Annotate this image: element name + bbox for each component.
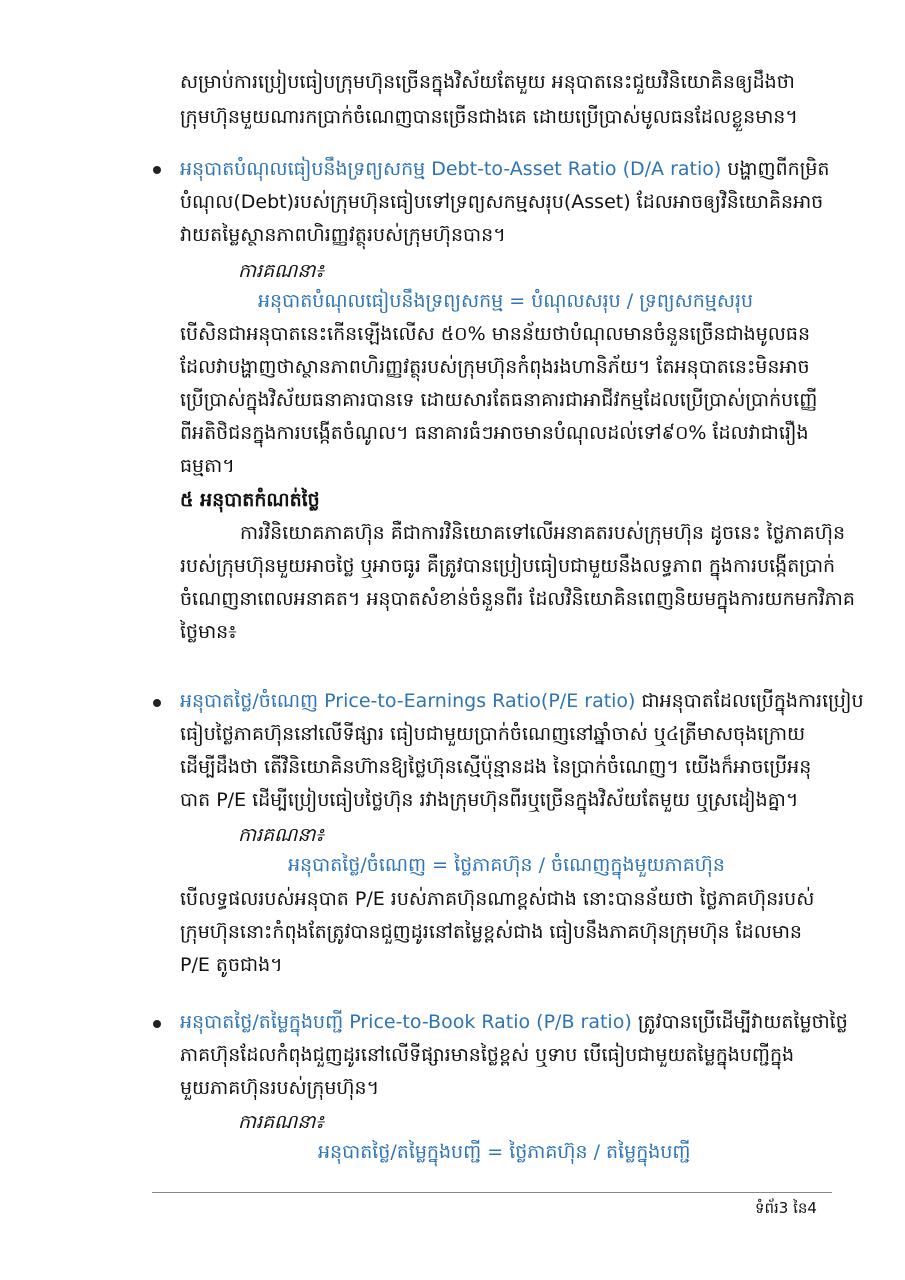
da-line-2: បំណុល(Debt)របស់ក្រុមហ៊ុនធៀបទៅទ្រព្យសកម្មសរុប(Asset) ដែលអាចឲ្យវិនិយោគិនអាច [180,191,824,213]
pb-line1-rest: ត្រូវបានប្រើដើម្បីវាយតម្លៃថាថ្លៃ [637,1011,848,1033]
da-para-line-1: បើសិនជាអនុបាតនេះកើនឡើងលើស ៥០% មានន័យថាបំណុលមានចំនួនច្រើនជាងមូលធន [180,323,811,345]
da-ratio-name: អនុបាតបំណុលធៀបនឹងទ្រព្យសកម្ម Debt-to-Asset Ratio (D/A ratio) [180,158,722,180]
pe-line1-rest: ជាអនុបាតដែលប្រើក្នុងការប្រៀប [641,690,864,712]
pe-formula: អនុបាតថ្លៃ/ចំណេញ = ថ្លៃភាគហ៊ុន / ចំណេញក្នុងមួយភាគហ៊ុន [288,854,725,876]
da-para-line-3: ប្រើប្រាស់ក្នុងវិស័យធនាគារបានទេ ដោយសារតែធនាគារជាអាជីវកម្មដែលប្រើប្រាស់ប្រាក់បញ្ញើ [180,389,818,411]
section5-line-3: ចំណេញនាពេលអនាគត។ អនុបាតសំខាន់ចំនួនពីរ ដែលវិនិយោគិនពេញនិយមក្នុងការយកមកវិភាគ [180,588,855,610]
bullet-pe [153,699,161,707]
pe-ratio-name: អនុបាតថ្លៃ/ចំណេញ Price-to-Earnings Ratio(P/E ratio) [180,690,636,712]
da-first-line [180,157,830,185]
pe-para-line-3: P/E តូចជាង។ [180,954,283,976]
pb-line-3: មួយភាគហ៊ុនរបស់ក្រុមហ៊ុន។ [180,1077,380,1099]
pe-line-4: បាត P/E ដើម្បីប្រៀបធៀបថ្លៃហ៊ុន រវាងក្រុមហ៊ុនពីរឬច្រើនក្នុងវិស័យតែមួយ ឬស្រដៀងគ្នា។ [180,789,799,811]
pe-first-line [180,689,864,717]
da-line-3: វាយតម្លៃស្ថានភាពហិរញ្ញវត្ថុរបស់ក្រុមហ៊ុនបាន។ [180,224,506,246]
pb-formula: អនុបាតថ្លៃ/តម្លៃក្នុងបញ្ជី = ថ្លៃភាគហ៊ុន / តម្លៃក្នុងបញ្ជី [318,1141,691,1163]
da-para-line-4: ពីអតិថិជនក្នុងការបង្កើតចំណូល។ ធនាគារធំៗអាចមានបំណុលដល់ទៅ៩០% ដែលវាជារឿង [180,422,809,444]
page-number: ទំព័រ3 នៃ4 [755,1199,817,1217]
intro-line-2: ក្រុមហ៊ុនមួយណារកប្រាក់ចំណេញបានច្រើនជាងគេ ដោយប្រើប្រាស់មូលធនដែលខ្លួនមាន។ [180,106,798,128]
pb-first-line [180,1010,848,1038]
da-formula: អនុបាតបំណុលធៀបនឹងទ្រព្យសកម្ម = បំណុលសរុប / ទ្រព្យសកម្មសរុប [258,290,754,312]
pb-calc-label: ការគណនា៖ [238,1111,324,1133]
pe-line-2: ធៀបថ្លៃភាគហ៊ុននៅលើទីផ្សារ ធៀបជាមួយប្រាក់ចំណេញនៅឆ្នាំចាស់ ឬ៤ត្រីមាសចុងក្រោយ [180,723,806,745]
da-line1-rest: បង្ហាញពីកម្រិត [727,158,830,180]
da-para-line-5: ធម្មតា។ [180,455,235,477]
pe-para-line-2: ក្រុមហ៊ុននោះកំពុងតែត្រូវបានជួញដូរនៅតម្លៃខ្ពស់ជាង ធៀបនឹងភាគហ៊ុនក្រុមហ៊ុន ដែលមាន [180,921,802,943]
bullet-pb [153,1020,161,1028]
pe-calc-label: ការគណនា៖ [238,824,324,846]
bullet-da [153,166,161,174]
da-para-line-2: ដែលវាបង្ហាញថាស្ថានភាពហិរញ្ញវត្ថុរបស់ក្រុមហ៊ុនកំពុងរងហានិភ័យ។ តែអនុបាតនេះមិនអាច [180,356,810,378]
section5-line-1: ការវិនិយោគភាគហ៊ុន គឺជាការវិនិយោគទៅលើអនាគតរបស់ក្រុមហ៊ុន ដូចនេះ ថ្លៃភាគហ៊ុន [240,522,846,544]
section-5-heading: ៥ អនុបាតកំណត់ថ្លៃ [180,489,320,511]
intro-line-1: សម្រាប់ការប្រៀបធៀបក្រុមហ៊ុនច្រើនក្នុងវិស័យតែមួយ អនុបាតនេះជួយវិនិយោគិនឲ្យដឹងថា [180,71,795,93]
da-calc-label: ការគណនា៖ [238,260,324,282]
section5-line-4: ថ្លៃមាន៖ [180,621,237,643]
pb-line-2: ភាគហ៊ុនដែលកំពុងជួញដូរនៅលើទីផ្សារមានថ្លៃខ្ពស់ ឬទាប បើធៀបជាមួយតម្លៃក្នុងបញ្ជីក្នុង [180,1044,795,1066]
pe-line-3: ដើម្បីដឹងថា តើវិនិយោគិនហ៊ានឱ្យថ្លៃហ៊ុនស្មើប៉ុន្មានដង នៃប្រាក់ចំណេញ។ យើងក៏អាចប្រើអនុ [180,756,812,778]
pb-ratio-name: អនុបាតថ្លៃ/តម្លៃក្នុងបញ្ជី Price-to-Book Ratio (P/B ratio) [180,1011,632,1033]
section5-line-2: របស់ក្រុមហ៊ុនមួយអាចថ្លៃ ឬអាចធូរ គឺត្រូវបានប្រៀបធៀបជាមួយនឹងលទ្ធភាព ក្នុងការបង្កើតប្រាក់ [180,555,836,577]
footer-divider [152,1192,832,1193]
pe-para-line-1: បើលទ្ធផលរបស់អនុបាត P/E របស់ភាគហ៊ុនណាខ្ពស់ជាង នោះបានន័យថា ថ្លៃភាគហ៊ុនរបស់ [180,888,815,910]
